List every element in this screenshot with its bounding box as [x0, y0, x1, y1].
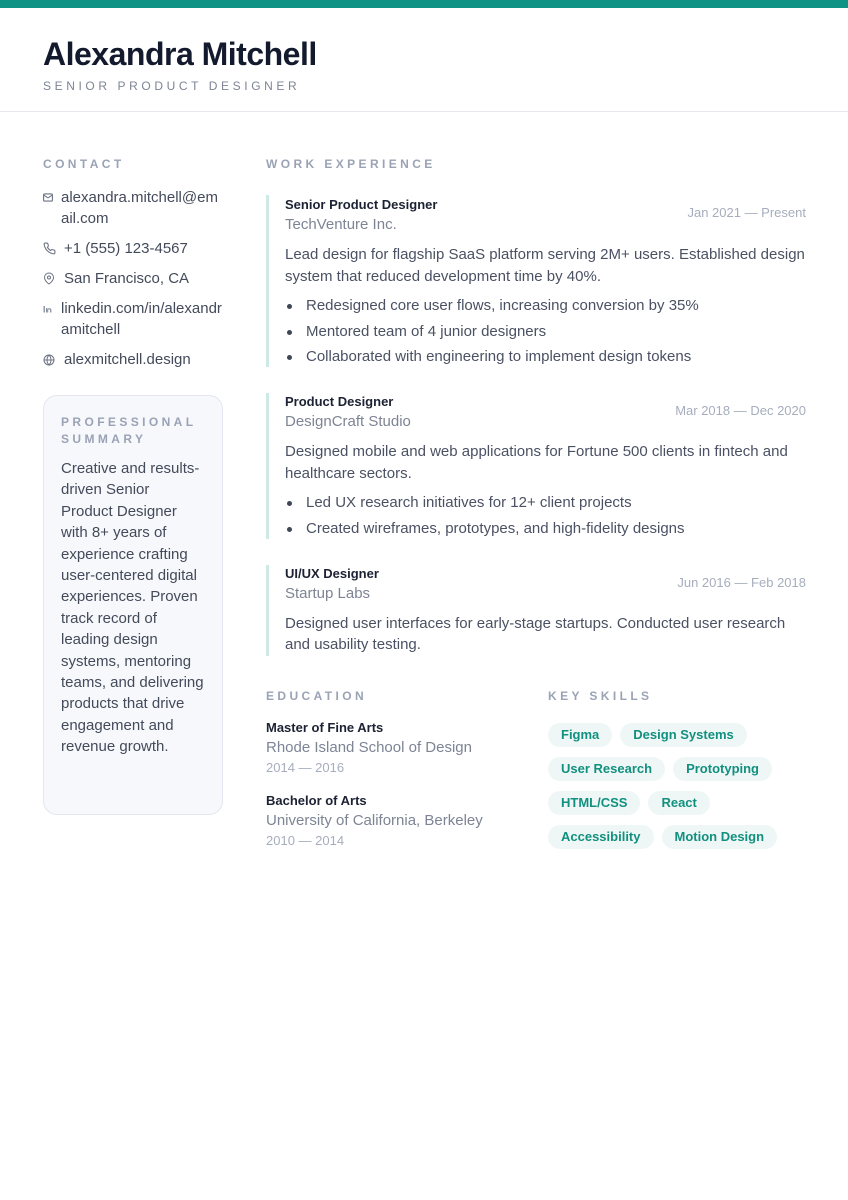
skill-chip: HTML/CSS [548, 791, 640, 815]
edu-school: Rhode Island School of Design [266, 739, 472, 756]
summary-section-title: PROFESSIONAL SUMMARY [61, 415, 197, 446]
phone-icon [43, 238, 64, 259]
job-bullet: Redesigned core user flows, increasing conversion by 35% [285, 295, 806, 316]
contact-email[interactable] [43, 187, 223, 229]
professional-summary-card [43, 395, 223, 815]
skill-chip: React [648, 791, 709, 815]
location-pin-icon [43, 268, 64, 289]
job-bullets [285, 492, 806, 539]
job-bullet: Mentored team of 4 junior designers [285, 321, 806, 342]
edu-school: University of California, Berkeley [266, 812, 483, 829]
job-bullet: Collaborated with engineering to implement design tokens [285, 346, 806, 367]
job-bullet: Created wireframes, prototypes, and high-fidelity designs [285, 518, 806, 539]
contact-phone[interactable] [43, 238, 223, 259]
skill-chip: Figma [548, 723, 612, 747]
edu-years: 2010 — 2014 [266, 833, 345, 848]
job-description: Designed user interfaces for early-stage startups. Conducted user research and usability testing. [285, 614, 786, 653]
job-dates: Jun 2016 — Feb 2018 [677, 574, 806, 590]
education-entry [266, 719, 526, 776]
left-column [43, 157, 223, 379]
job-description: Lead design for flagship SaaS platform serving 2M+ users. Established design system that reduced development time by 40%. [285, 246, 805, 285]
candidate-name: Alexandra Mitchell [43, 36, 317, 72]
skill-chip: User Research [548, 757, 665, 781]
skill-chip: Accessibility [548, 825, 654, 849]
job-title: UI/UX Designer [285, 565, 379, 581]
job-dates: Mar 2018 — Dec 2020 [675, 403, 806, 418]
edu-degree: Bachelor of Arts [266, 793, 367, 808]
contact-list [43, 187, 223, 370]
job-company: Startup Labs [285, 584, 371, 602]
contact-email-text: alexandra.mitchell@email.com [61, 189, 218, 227]
education-section [266, 689, 526, 849]
job-company: DesignCraft Studio [285, 413, 411, 430]
key-skills-section [548, 689, 808, 859]
skill-chip: Prototyping [673, 757, 772, 781]
linkedin-icon [43, 298, 61, 319]
job-bullets [285, 295, 806, 367]
skill-chips [548, 723, 808, 859]
skill-chip: Design Systems [620, 723, 746, 747]
contact-section-title: CONTACT [43, 157, 125, 171]
job-title: Senior Product Designer [285, 197, 438, 212]
skills-section-title: KEY SKILLS [548, 689, 653, 703]
edu-degree: Master of Fine Arts [266, 720, 384, 735]
contact-website[interactable] [43, 349, 223, 370]
experience-section-title: WORK EXPERIENCE [266, 157, 436, 171]
job-entry [266, 565, 806, 656]
contact-linkedin[interactable] [43, 298, 223, 340]
contact-linkedin-text: linkedin.com/in/alexandramitchell [61, 300, 222, 338]
resume-header [0, 8, 848, 112]
contact-website-text: alexmitchell.design [64, 351, 191, 368]
job-company: TechVenture Inc. [285, 216, 397, 233]
contact-location [43, 268, 223, 289]
education-section-title: EDUCATION [266, 689, 368, 703]
job-dates: Jan 2021 — Present [687, 205, 806, 220]
education-entry [266, 792, 526, 849]
mail-icon [43, 187, 61, 208]
edu-years: 2014 — 2016 [266, 760, 345, 775]
skill-chip: Motion Design [662, 825, 778, 849]
accent-top-bar [0, 0, 848, 8]
job-description: Designed mobile and web applications for Fortune 500 clients in fintech and healthcare sectors. [285, 443, 788, 482]
globe-icon [43, 349, 64, 370]
job-bullet: Led UX research initiatives for 12+ client projects [285, 492, 806, 513]
job-entry [266, 393, 806, 539]
contact-phone-text: +1 (555) 123-4567 [64, 240, 188, 257]
candidate-role: SENIOR PRODUCT DESIGNER [43, 79, 301, 93]
job-entry [266, 195, 806, 367]
job-title: Product Designer [285, 394, 394, 409]
summary-text: Creative and results-driven Senior Product Designer with 8+ years of experience crafting user-centered digital experiences. Proven track record of leading design systems, mentoring teams, and delivering products that drive engagement and revenue growth. [61, 460, 204, 756]
work-experience-section [266, 157, 806, 682]
contact-location-text: San Francisco, CA [64, 270, 190, 287]
